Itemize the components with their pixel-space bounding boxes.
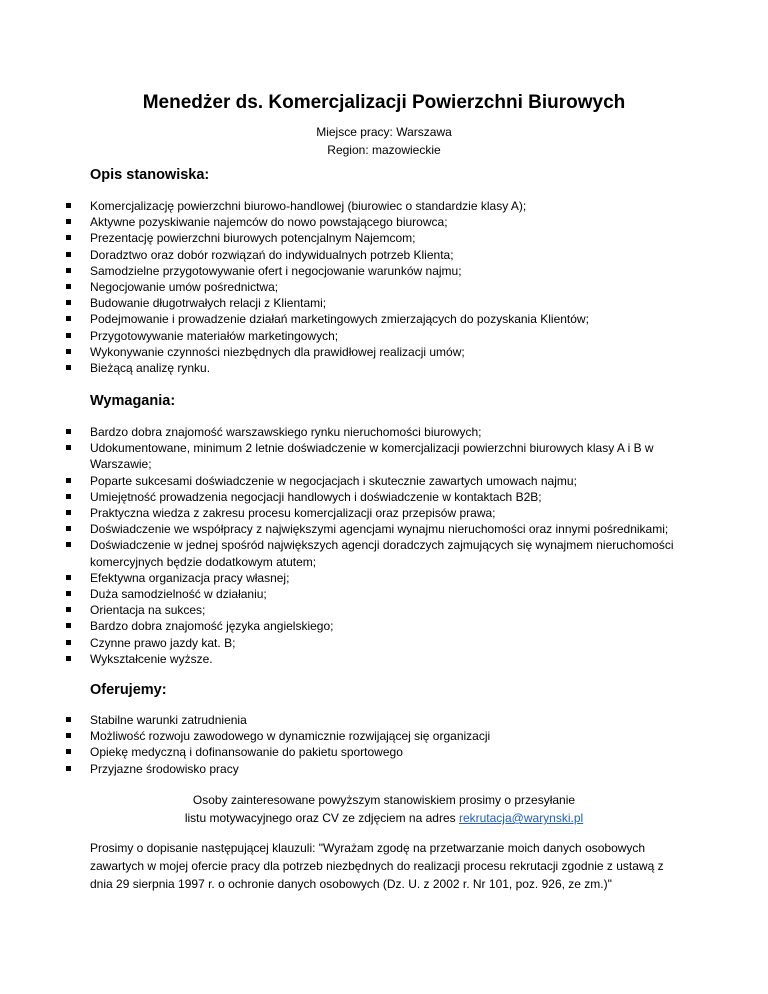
requirements-list-item [0,586,768,602]
requirements-list-item-text: Wykształcenie wyższe. [90,651,213,666]
offer-list-item [0,728,768,744]
bullet-icon [66,575,71,580]
description-list-item [0,263,768,279]
bullet-icon [66,749,71,754]
requirements-list-item-text: Umiejętność prowadzenia negocjacji handlowych i doświadczenie w kontaktach B2B; [90,489,542,504]
offer-list-item-text: Stabilne warunki zatrudnienia [90,713,247,727]
description-list-item-text: Podejmowanie i prowadzenie działań marketingowych zmierzających do pozyskania Klientów; [90,312,589,327]
description-list-item-text: Komercjalizację powierzchni biurowo-handlowej (biurowiec o standardzie klasy A); [90,199,527,213]
description-list-item-text: Negocjowanie umów pośrednictwa; [90,280,279,295]
job-title: Menedżer ds. Komercjalizacji Powierzchni Biurowych [142,92,626,113]
contact-line-2 [0,809,768,827]
requirements-list-item-text: Efektywna organizacja pracy własnej; [90,570,290,585]
requirements-list-item [0,424,768,440]
consent-clause: Prosimy o dopisanie następującej klauzuli: "Wyrażam zgodę na przetwarzanie moich danych osobowych zawartych w mojej ofercie pracy dla potrzeb niezbędnych do realizacji procesu rekrutacji zgodnie z ustawą z dnia 29 sierpnia 1997 r. o ochronie danych osobowych (Dz. U. z 2002 r. Nr 101, poz. 926, ze zm.)" [90,841,664,891]
contact-line-1: Osoby zainteresowane powyższym stanowiskiem prosimy o przesyłanie [192,793,576,807]
bullet-icon [66,284,71,289]
requirements-list-item-text: Poparte sukcesami doświadczenie w negocjacjach i skutecznie zawartych umowach najmu; [90,473,577,488]
requirements-list-item-text: Bardzo dobra znajomość języka angielskiego; [90,619,334,634]
requirements-list-item [0,635,768,651]
bullet-icon [66,607,71,612]
requirements-list-item-text: Bardzo dobra znajomość warszawskiego rynku nieruchomości biurowych; [90,425,482,439]
description-list-item-text: Samodzielne przygotowywanie ofert i negocjowanie warunków najmu; [90,263,462,278]
bullet-icon [66,510,71,515]
description-list-item [0,247,768,263]
bullet-icon [66,591,71,596]
requirements-list-item [0,537,768,569]
requirements-list-item [0,570,768,586]
bullet-icon [66,766,71,771]
description-list-item-text: Prezentację powierzchni biurowych potencjalnym Najemcom; [90,231,416,246]
bullet-icon [66,365,71,370]
offer-list-item [0,712,768,728]
requirements-heading: Wymagania: [90,393,176,409]
bullet-icon [66,445,71,450]
description-list-item [0,311,768,327]
offer-list-item-text: Możliwość rozwoju zawodowego w dynamicznie rozwijającej się organizacji [90,729,491,744]
bullet-icon [66,316,71,321]
requirements-list-item-text: Doświadczenie w jednej spośród największych agencji doradczych zajmujących się wynajmem nieruchomości komercyjnych będzie dodatkowym atutem; [90,538,674,569]
job-region: Region: mazowieckie [327,143,441,157]
bullet-icon [66,252,71,257]
bullet-icon [66,640,71,645]
requirements-list-item [0,489,768,505]
requirements-list-item [0,602,768,618]
description-list-item-text: Bieżącą analizę rynku. [90,361,211,376]
description-list-item-text: Przygotowywanie materiałów marketingowych; [90,328,339,343]
offer-list-item-text: Przyjazne środowisko pracy [90,761,239,776]
description-list-item [0,230,768,246]
description-list-item-text: Aktywne pozyskiwanie najemców do nowo powstającego biurowca; [90,215,448,230]
description-list-item [0,198,768,214]
requirements-list-item-text: Czynne prawo jazdy kat. B; [90,635,236,650]
requirements-list-item-text: Doświadczenie we współpracy z największymi agencjami wynajmu nieruchomości oraz innymi pośrednikami; [90,522,669,537]
description-list-item-text: Wykonywanie czynności niezbędnych dla prawidłowej realizacji umów; [90,344,465,359]
description-list-item [0,360,768,376]
job-location: Miejsce pracy: Warszawa [316,125,452,139]
bullet-icon [66,623,71,628]
requirements-list-item [0,440,768,472]
requirements-list-item-text: Praktyczna wiedza z zakresu procesu komercjalizacji oraz przepisów prawa; [90,506,496,521]
description-heading: Opis stanowiska: [90,167,210,183]
bullet-icon [66,494,71,499]
bullet-icon [66,717,71,722]
bullet-icon [66,429,71,434]
description-list-item [0,295,768,311]
description-list [0,198,768,376]
bullet-icon [66,235,71,240]
bullet-icon [66,333,71,338]
requirements-list-item-text: Duża samodzielność w działaniu; [90,587,267,602]
description-list-item [0,279,768,295]
requirements-list-item [0,618,768,634]
bullet-icon [66,300,71,305]
bullet-icon [66,219,71,224]
description-list-item [0,214,768,230]
bullet-icon [66,349,71,354]
requirements-list-item-text: Udokumentowane, minimum 2 letnie doświadczenie w komercjalizacji powierzchni biurowych klasy A i B w Warszawie; [90,441,654,472]
requirements-list-item-text: Orientacja na sukces; [90,603,206,618]
description-list-item-text: Doradztwo oraz dobór rozwiązań do indywidualnych potrzeb Klienta; [90,247,454,262]
offer-list-item [0,761,768,777]
bullet-icon [66,268,71,273]
description-list-item [0,328,768,344]
requirements-list-item [0,473,768,489]
offer-list-item-text: Opiekę medyczną i dofinansowanie do pakietu sportowego [90,745,403,760]
description-list-item [0,344,768,360]
offer-heading: Oferujemy: [90,682,167,698]
requirements-list [0,424,768,667]
bullet-icon [66,526,71,531]
bullet-icon [66,542,71,547]
email-link[interactable]: rekrutacja@warynski.pl [458,811,584,825]
contact-line-2-text: listu motywacyjnego oraz CV ze zdjęciem na adres [184,811,459,825]
requirements-list-item [0,505,768,521]
offer-list-item [0,744,768,760]
bullet-icon [66,203,71,208]
bullet-icon [66,733,71,738]
requirements-list-item [0,521,768,537]
offer-list [0,712,768,777]
bullet-icon [66,478,71,483]
description-list-item-text: Budowanie długotrwałych relacji z Klientami; [90,296,327,311]
requirements-list-item [0,651,768,667]
bullet-icon [66,656,71,661]
